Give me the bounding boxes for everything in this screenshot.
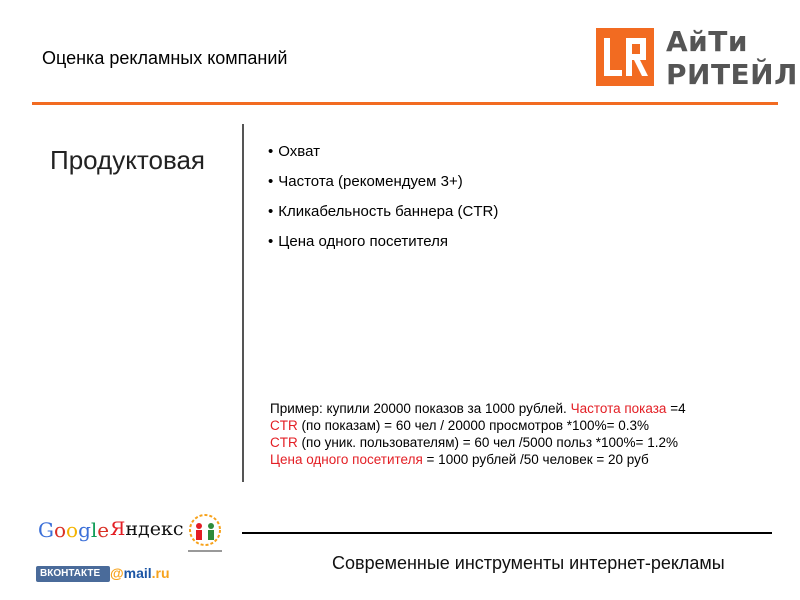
example-highlight: Цена одного посетителя: [270, 452, 423, 467]
yandex-logo-rest: ндекс: [125, 518, 184, 540]
header-title: Оценка рекламных компаний: [42, 48, 288, 68]
example-line-4: [270, 451, 686, 468]
bullet-item: • Кликабельность баннера (CTR): [268, 202, 498, 232]
ittetail-logo-icon: [596, 28, 654, 86]
header-divider: [32, 102, 778, 105]
bullet-item: • Частота (рекомендуем 3+): [268, 172, 498, 202]
vkontakte-logo: ВКОНТАКТЕ: [36, 566, 110, 582]
mailru-logo: @mail.ru: [110, 565, 170, 581]
bullet-list: [268, 142, 498, 262]
example-highlight: CTR: [270, 418, 298, 433]
logo-line1: АйТи: [666, 25, 749, 58]
example-highlight: CTR: [270, 435, 298, 450]
example-text: =4: [670, 401, 686, 416]
odnoklassniki-logo-icon: [180, 512, 230, 556]
section-title: Продуктовая: [50, 145, 206, 175]
example-line-3: [270, 434, 686, 451]
google-logo: Google: [38, 518, 110, 542]
example-block: [270, 400, 686, 468]
example-text: (по уник. пользователям) = 60 чел /5000 польз *100%= 1.2%: [301, 435, 678, 450]
example-highlight: Частота показа: [570, 401, 667, 416]
bullet-item: • Цена одного посетителя: [268, 232, 498, 262]
example-line-2: [270, 417, 686, 434]
footer-divider: [242, 532, 772, 534]
logo-line2: РИТЕЙЛ: [666, 58, 798, 91]
bullet-item: • Охват: [268, 142, 498, 172]
example-text: (по показам) = 60 чел / 20000 просмотров *100%= 0.3%: [301, 418, 649, 433]
example-line-1: [270, 400, 686, 417]
footer-title: Современные инструменты интернет-рекламы: [332, 553, 725, 573]
example-text: Пример: купили 20000 показов за 1000 рублей.: [270, 401, 567, 416]
example-text: = 1000 рублей /50 человек = 20 руб: [426, 452, 649, 467]
yandex-logo: [110, 518, 183, 540]
logo: [596, 25, 798, 91]
yandex-logo-initial: Я: [110, 518, 126, 540]
vertical-divider: [242, 124, 244, 482]
